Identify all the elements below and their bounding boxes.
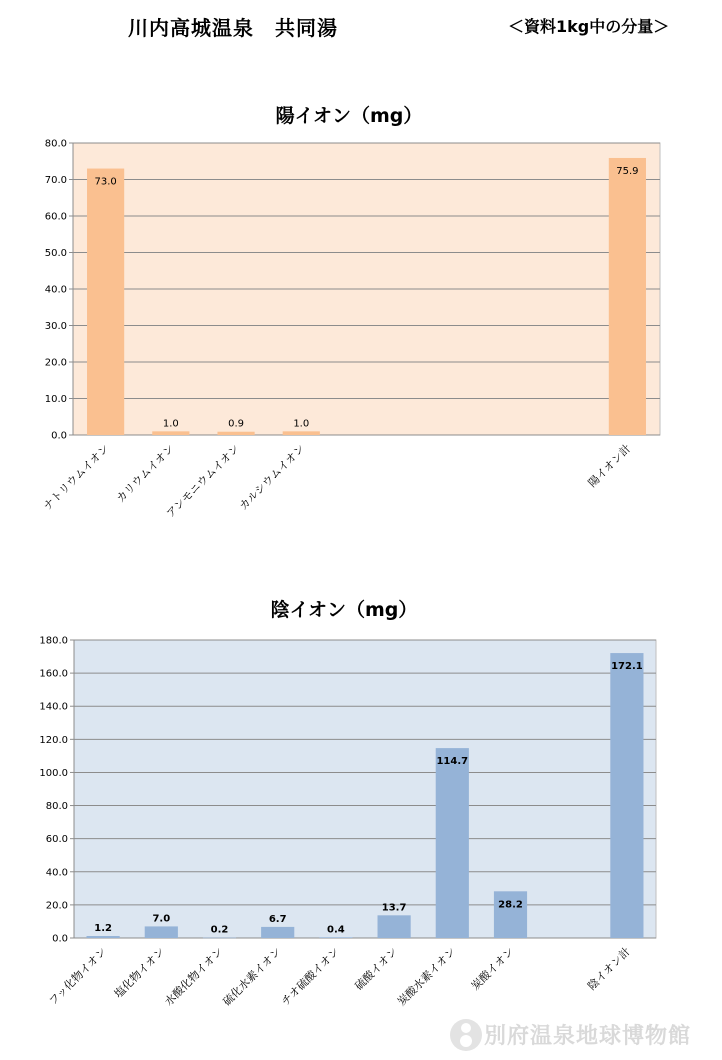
y-tick-label: 80.0 xyxy=(45,801,68,813)
plot-area xyxy=(74,640,656,938)
data-label: 7.0 xyxy=(152,913,171,925)
y-tick-label: 50.0 xyxy=(44,248,67,259)
y-tick-label: 10.0 xyxy=(44,394,67,405)
x-category-label: 陽イオン計 xyxy=(585,441,634,490)
bar xyxy=(319,937,352,938)
bar xyxy=(436,748,469,938)
x-category-label: 水酸化物イオン xyxy=(162,944,226,1009)
bar xyxy=(152,431,189,435)
y-tick-label: 180.0 xyxy=(39,635,68,647)
bar xyxy=(145,926,178,938)
y-tick-label: 80.0 xyxy=(44,138,67,150)
data-label: 73.0 xyxy=(94,176,117,188)
data-label: 0.2 xyxy=(210,924,229,936)
y-tick-label: 40.0 xyxy=(45,867,68,879)
bar xyxy=(610,653,643,938)
y-tick-label: 60.0 xyxy=(45,834,68,846)
y-tick-label: 60.0 xyxy=(44,211,67,223)
x-category-label: カルシウムイオン xyxy=(236,441,308,513)
data-label: 0.4 xyxy=(327,924,345,936)
x-category-label: チオ硫酸イオン xyxy=(278,944,343,1009)
bar xyxy=(283,431,320,435)
museum-name: 別府温泉地球博物館 xyxy=(484,1024,692,1049)
data-label: 75.9 xyxy=(616,165,639,177)
data-label: 114.7 xyxy=(436,756,469,768)
data-label: 1.2 xyxy=(94,923,112,935)
bar xyxy=(87,169,124,435)
unit-note: ＜資料1kg中の分量＞ xyxy=(508,17,670,36)
y-tick-label: 0.0 xyxy=(51,430,67,442)
y-tick-label: 20.0 xyxy=(44,357,67,369)
data-label: 6.7 xyxy=(268,913,287,925)
anion-chart xyxy=(0,560,722,1060)
x-category-label: カリウムイオン xyxy=(113,441,177,506)
y-tick-label: 30.0 xyxy=(44,321,67,332)
x-category-label: 炭酸イオン xyxy=(468,944,517,993)
data-label: 13.7 xyxy=(381,902,407,914)
y-tick-label: 140.0 xyxy=(39,701,68,713)
bar xyxy=(378,915,411,938)
y-tick-label: 120.0 xyxy=(39,734,68,746)
y-tick-label: 160.0 xyxy=(39,668,68,680)
bar xyxy=(261,927,294,938)
data-label: 28.2 xyxy=(498,899,523,911)
bar xyxy=(87,936,120,938)
y-tick-label: 0.0 xyxy=(52,933,68,945)
x-category-label: 炭酸水素イオン xyxy=(395,944,459,1009)
bar xyxy=(494,891,527,938)
anion-chart-title: 陰イオン（mg） xyxy=(270,599,418,621)
bar xyxy=(203,938,236,939)
data-label: 172.1 xyxy=(611,661,643,673)
bar xyxy=(217,432,254,435)
x-category-label: 硫化水素イオン xyxy=(220,944,284,1009)
y-tick-label: 40.0 xyxy=(44,284,67,296)
y-tick-label: 100.0 xyxy=(39,767,68,779)
cation-chart-title: 陽イオン（mg） xyxy=(275,105,423,127)
x-category-label: フッ化物イオン xyxy=(46,944,110,1008)
data-label: 0.9 xyxy=(228,418,245,430)
x-category-label: アンモニウムイオン xyxy=(163,441,243,521)
y-tick-label: 20.0 xyxy=(45,900,68,912)
data-label: 1.0 xyxy=(162,418,179,430)
y-tick-label: 70.0 xyxy=(44,175,67,186)
bar xyxy=(609,158,646,435)
x-category-label: 塩化物イオン xyxy=(111,944,168,1001)
x-category-label: ナトリウムイオン xyxy=(40,441,112,513)
x-category-label: 硫酸イオン xyxy=(352,944,401,993)
x-category-label: 陰イオン計 xyxy=(585,944,634,993)
data-label: 1.0 xyxy=(293,418,310,430)
page-title: 川内高城温泉 共同湯 xyxy=(128,16,338,40)
